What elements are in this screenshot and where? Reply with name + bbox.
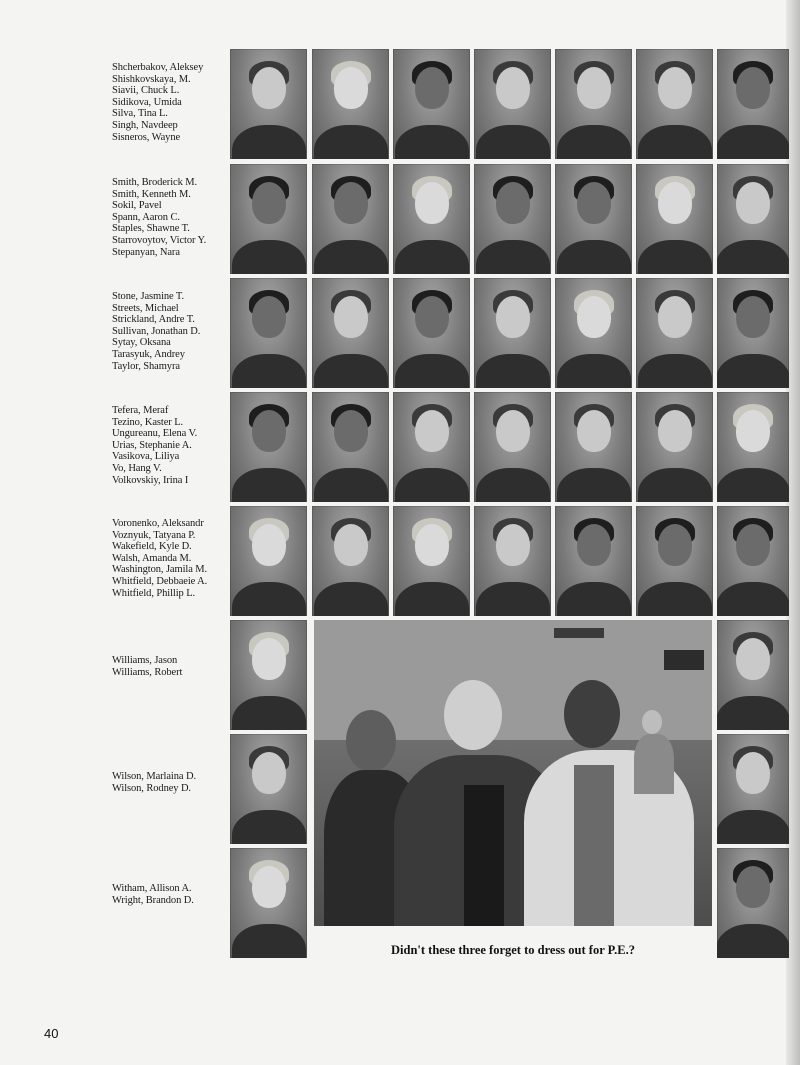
photo-caption: Didn't these three forget to dress out for P.E.? — [391, 943, 635, 957]
student-name: Williams, Jason — [112, 655, 178, 666]
student-portrait — [636, 506, 713, 616]
student-portrait — [474, 506, 551, 616]
student-portrait — [717, 734, 789, 844]
student-name: Wakefield, Kyle D. — [112, 541, 192, 553]
student-name: Tarasyuk, Andrey — [112, 348, 185, 360]
name-list-row-4 — [112, 405, 228, 486]
student-portrait — [230, 506, 307, 616]
student-portrait — [393, 278, 470, 388]
student-name: Vo, Hang V. — [112, 462, 162, 474]
student-portrait — [555, 278, 632, 388]
student-portrait — [717, 49, 789, 159]
student-portrait — [555, 392, 632, 502]
student-name: Starrovoytov, Victor Y. — [112, 234, 207, 246]
student-name: Stone, Jasmine T. — [112, 291, 184, 302]
student-portrait — [474, 164, 551, 274]
student-name: Sytay, Oksana — [112, 337, 171, 349]
student-portrait — [636, 392, 713, 502]
student-name: Stepanyan, Nara — [112, 246, 180, 258]
student-portrait — [393, 164, 470, 274]
name-list-row-2 — [112, 177, 228, 258]
student-name: Whitfield, Phillip L. — [112, 587, 196, 599]
student-name: Ungureanu, Elena V. — [112, 428, 198, 440]
student-name: Walsh, Amanda M. — [112, 552, 192, 564]
student-name: Taylor, Shamyra — [112, 360, 180, 372]
page-number: 40 — [44, 1026, 59, 1041]
student-portrait — [636, 164, 713, 274]
student-name: Vasikova, Liliya — [112, 451, 180, 463]
student-name: Wilson, Rodney D. — [112, 782, 191, 794]
student-name: Smith, Broderick M. — [112, 177, 198, 188]
student-name: Strickland, Andre T. — [112, 314, 195, 326]
student-name: Shishkovskaya, M. — [112, 73, 191, 85]
student-name: Smith, Kenneth M. — [112, 188, 191, 200]
student-name: Streets, Michael — [112, 302, 179, 314]
student-name: Voznyuk, Tatyana P. — [112, 529, 196, 541]
student-portrait — [312, 392, 389, 502]
student-name: Singh, Navdeep — [112, 119, 178, 131]
student-name: Wilson, Marlaina D. — [112, 771, 196, 782]
student-portrait — [555, 506, 632, 616]
student-name: Tezino, Kaster L. — [112, 416, 184, 428]
student-portrait — [230, 392, 307, 502]
student-portrait — [393, 49, 470, 159]
student-name: Volkovskiy, Irina I — [112, 474, 189, 486]
student-portrait — [474, 49, 551, 159]
student-portrait — [717, 278, 789, 388]
student-name: Witham, Allison A. — [112, 883, 192, 894]
student-portrait — [230, 164, 307, 274]
student-portrait — [230, 278, 307, 388]
student-name: Washington, Jamila M. — [112, 564, 208, 576]
name-list-row-3 — [112, 291, 228, 372]
student-name: Tefera, Meraf — [112, 405, 169, 416]
student-name: Sisneros, Wayne — [112, 131, 181, 143]
student-portrait — [312, 278, 389, 388]
student-name: Silva, Tina L. — [112, 108, 168, 120]
student-name: Shcherbakov, Aleksey — [112, 62, 204, 73]
name-list-row-7 — [112, 771, 228, 794]
student-name: Voronenko, Aleksandr — [112, 518, 204, 529]
student-portrait — [717, 164, 789, 274]
name-list-row-8 — [112, 883, 228, 906]
student-portrait — [393, 506, 470, 616]
student-portrait — [717, 506, 789, 616]
name-list-row-1 — [112, 62, 228, 143]
student-portrait — [717, 848, 789, 958]
student-portrait — [393, 392, 470, 502]
student-portrait — [312, 49, 389, 159]
student-portrait — [230, 848, 307, 958]
student-portrait — [230, 620, 307, 730]
student-name: Wright, Brandon D. — [112, 894, 194, 906]
student-portrait — [717, 620, 789, 730]
student-portrait — [474, 392, 551, 502]
student-name: Williams, Robert — [112, 666, 183, 678]
name-list-row-6 — [112, 655, 228, 678]
student-portrait — [312, 506, 389, 616]
student-portrait — [555, 49, 632, 159]
candid-group-photo — [314, 620, 712, 926]
student-portrait — [555, 164, 632, 274]
student-portrait — [312, 164, 389, 274]
student-portrait — [230, 734, 307, 844]
student-portrait — [636, 278, 713, 388]
student-name: Spann, Aaron C. — [112, 211, 180, 223]
student-name: Urias, Stephanie A. — [112, 439, 192, 451]
student-name: Whitfield, Debbaeie A. — [112, 575, 208, 587]
student-portrait — [230, 49, 307, 159]
student-portrait — [474, 278, 551, 388]
student-portrait — [717, 392, 789, 502]
student-name: Staples, Shawne T. — [112, 223, 190, 235]
name-list-row-5 — [112, 518, 228, 599]
student-name: Sokil, Pavel — [112, 200, 162, 212]
student-name: Sidikova, Umida — [112, 96, 182, 108]
student-name: Siavii, Chuck L. — [112, 85, 180, 97]
student-name: Sullivan, Jonathan D. — [112, 325, 201, 337]
student-portrait — [636, 49, 713, 159]
